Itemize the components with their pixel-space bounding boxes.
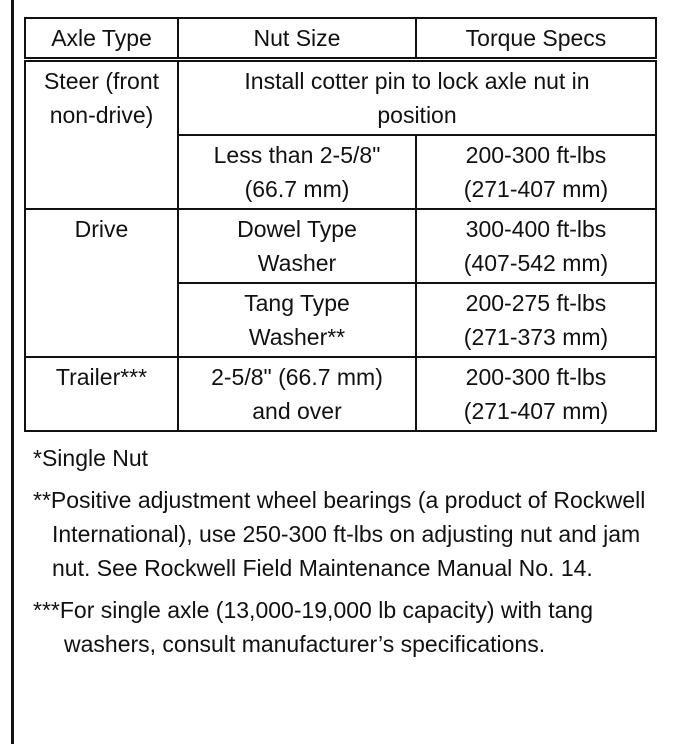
drive-tang-torque-line2: (271-373 mm) <box>463 324 609 350</box>
steer-nut-size-cell <box>178 135 416 209</box>
steer-note-line2: position <box>377 102 457 128</box>
steer-axle-line2: non-drive) <box>49 102 154 128</box>
steer-install-note <box>178 60 656 136</box>
footnote-positive-adjustment: **Positive adjustment wheel bearings (a product of Rockwell International), use 250-300 ft-lbs on adjusting nut and jam nut. See Rockwell Field Maintenance Manual No. 14. <box>33 487 646 581</box>
steer-note-line1: Install cotter pin to lock axle nut in <box>244 68 590 94</box>
trailer-nut-line2: and over <box>252 398 342 424</box>
drive-dowel-torque-line2: (407-542 mm) <box>463 250 609 276</box>
footnote-single-nut: *Single Nut <box>33 445 149 471</box>
header-nut-size: Nut Size <box>178 18 416 60</box>
axle-nut-torque-table <box>24 17 657 432</box>
steer-torque-cell <box>416 135 656 209</box>
drive-tang-nut-line2: Washer** <box>248 324 346 350</box>
drive-tang-torque-cell <box>416 283 656 357</box>
steer-torque-line2: (271-407 mm) <box>463 176 609 202</box>
trailer-axle-cell: Trailer*** <box>25 357 178 431</box>
steer-nut-line1: Less than 2-5/8" <box>213 142 381 168</box>
trailer-nut-cell <box>178 357 416 431</box>
table-header-row <box>25 18 656 60</box>
steer-axle-line1: Steer (front <box>43 68 160 94</box>
steer-torque-line1: 200-300 ft-lbs <box>465 142 607 168</box>
trailer-torque-line1: 200-300 ft-lbs <box>465 364 607 390</box>
steer-nut-line2: (66.7 mm) <box>244 176 350 202</box>
steer-axle-cell <box>25 60 178 210</box>
footnotes <box>33 441 653 661</box>
table-row <box>25 60 656 136</box>
drive-tang-nut-cell <box>178 283 416 357</box>
header-torque-specs: Torque Specs <box>416 18 656 60</box>
drive-dowel-torque-line1: 300-400 ft-lbs <box>465 216 607 242</box>
trailer-nut-line1: 2-5/8" (66.7 mm) <box>211 364 383 390</box>
trailer-torque-line2: (271-407 mm) <box>463 398 609 424</box>
footnote-single-axle: ***For single axle (13,000-19,000 lb capacity) with tang washers, consult manufacturer’s specifications. <box>33 597 593 657</box>
page-margin-rule <box>11 0 14 744</box>
drive-tang-nut-line1: Tang Type <box>244 290 350 316</box>
drive-dowel-nut-line2: Washer <box>257 250 337 276</box>
drive-dowel-nut-line1: Dowel Type <box>237 216 357 242</box>
table-row <box>25 357 656 431</box>
drive-dowel-torque-cell <box>416 209 656 283</box>
drive-dowel-nut-cell <box>178 209 416 283</box>
drive-tang-torque-line1: 200-275 ft-lbs <box>465 290 607 316</box>
drive-axle-cell: Drive <box>25 209 178 357</box>
header-axle-type: Axle Type <box>25 18 178 60</box>
table-row <box>25 209 656 283</box>
trailer-torque-cell <box>416 357 656 431</box>
